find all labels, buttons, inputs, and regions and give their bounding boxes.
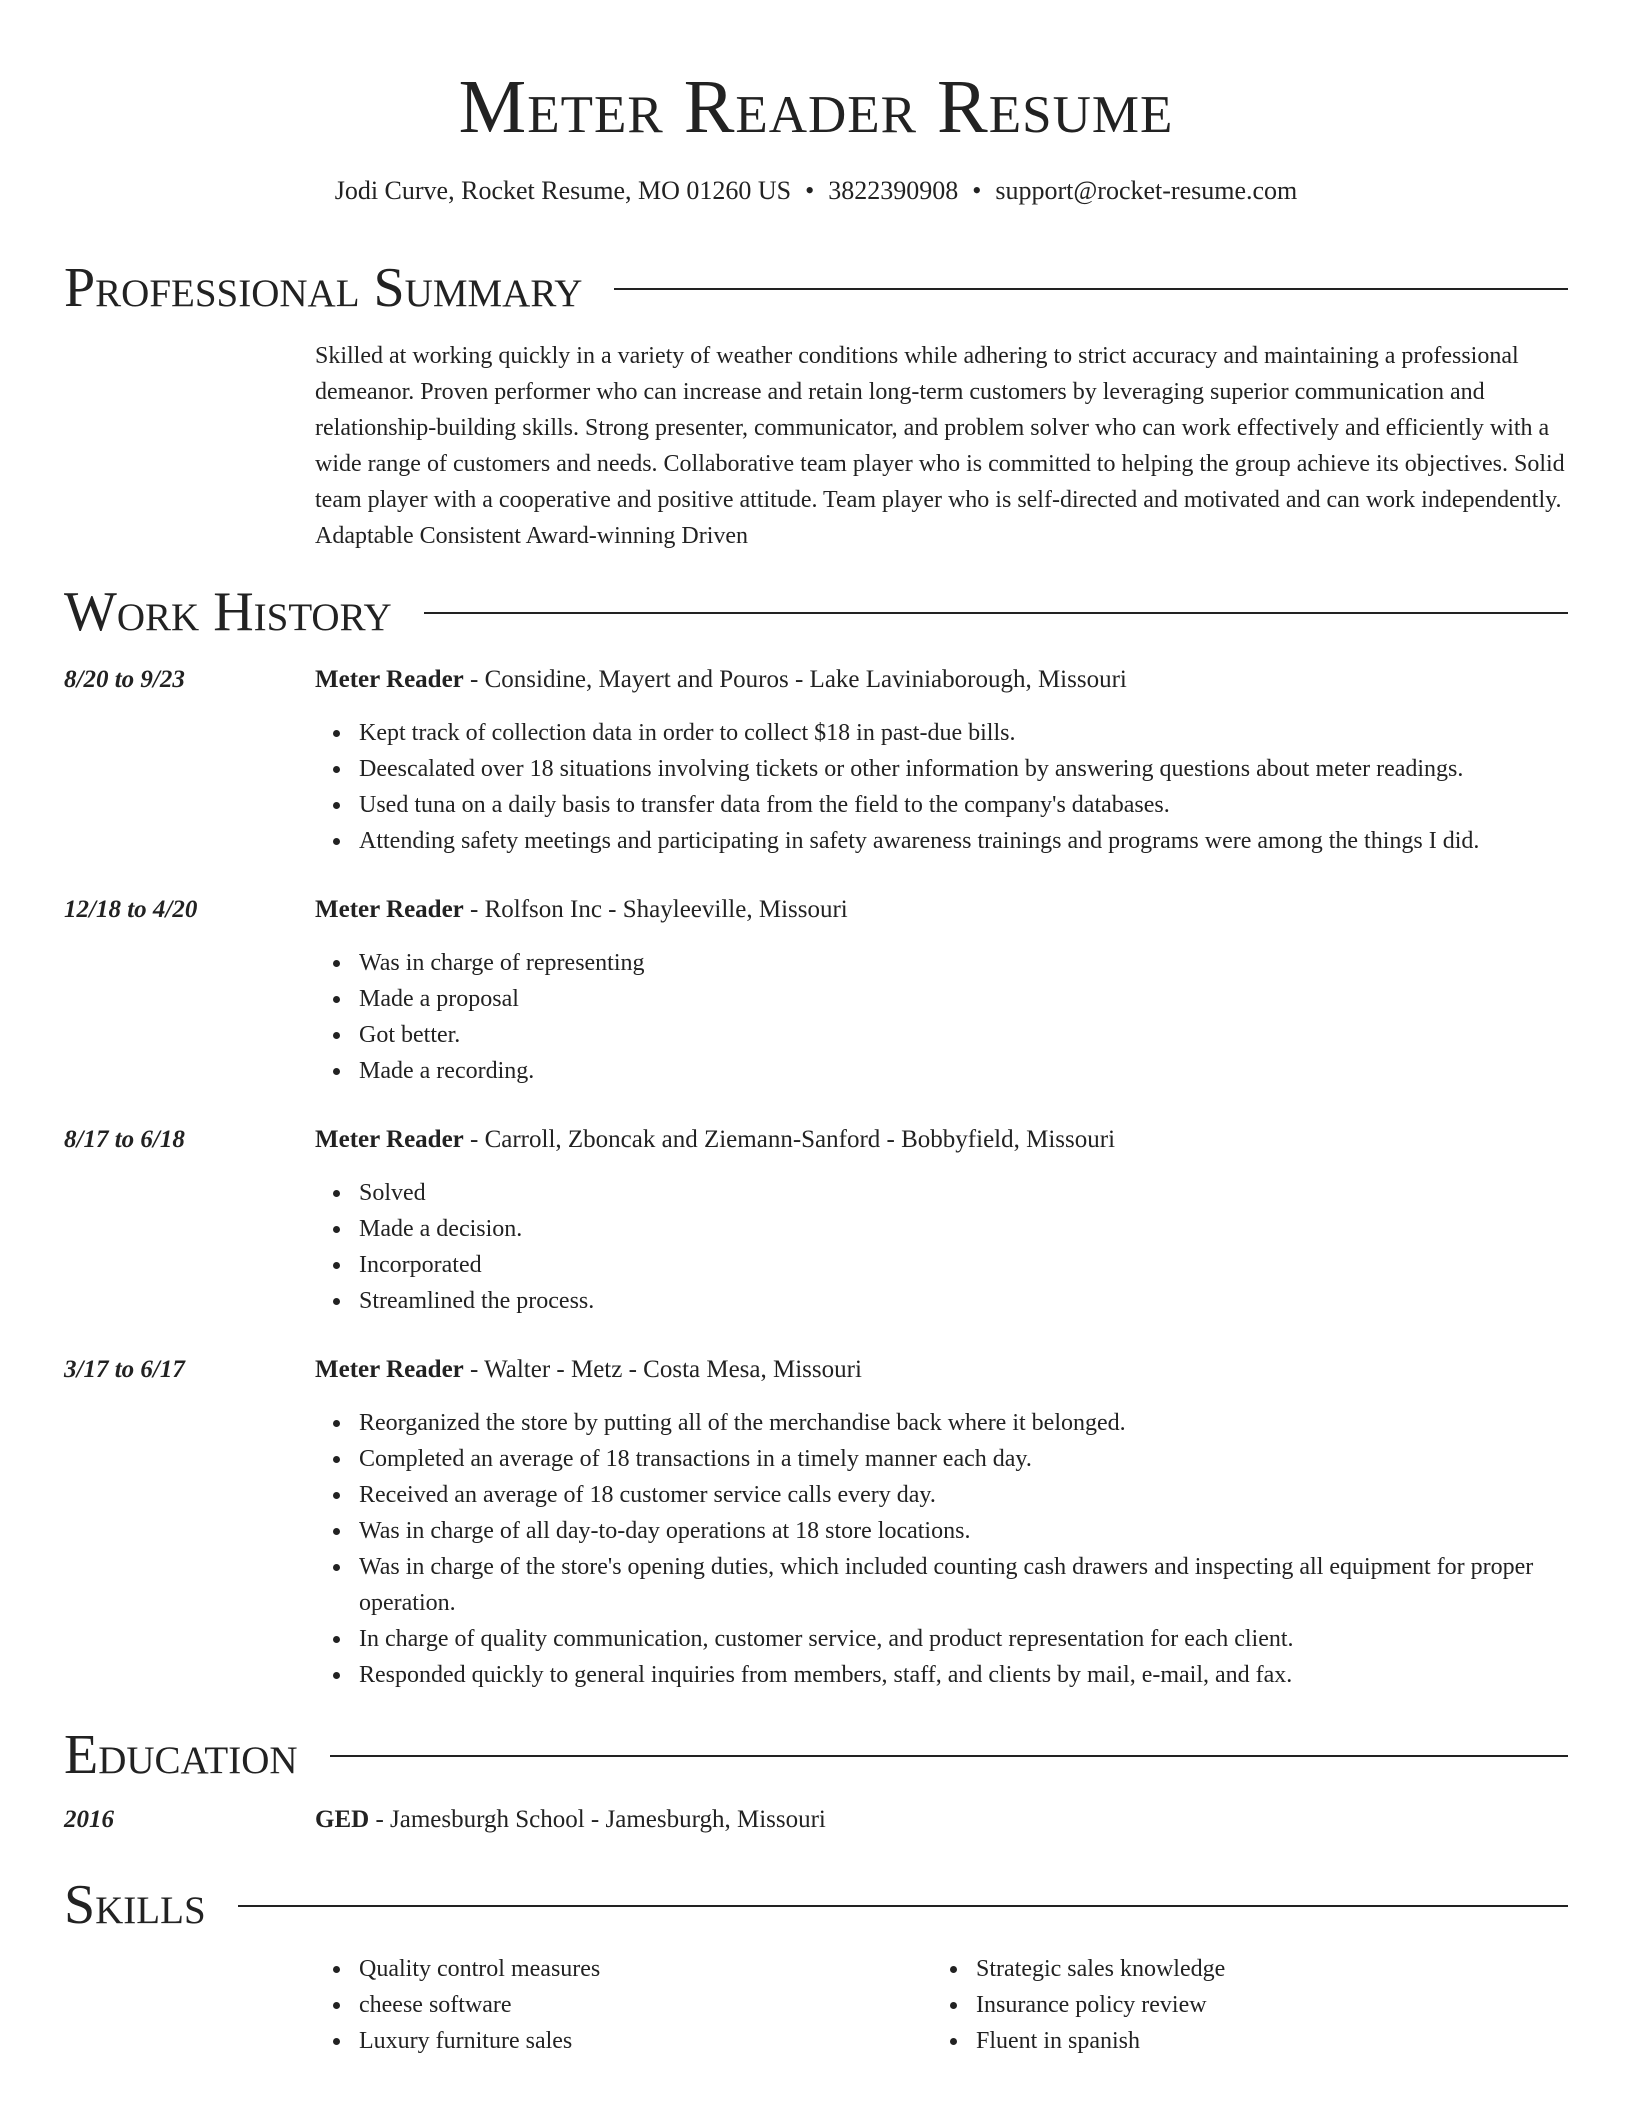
education-header (315, 1803, 826, 1837)
job-title: Meter Reader (315, 1356, 464, 1383)
summary-text: Skilled at working quickly in a variety of weather conditions while adhering to strict accuracy and maintaining a professional demeanor. Proven performer who can increase and retain long-term customers by leveraging superior communication and relationship-building skills. Strong presenter, communicator, and problem solver who can work effectively and efficiently with a wide range of customers and needs. Collaborative team player who is committed to helping the group achieve its objectives. Solid team player with a cooperative and positive attitude. Team player who is self-directed and motivated and can work independently. Adaptable Consistent Award-winning Driven (315, 343, 1565, 549)
education-date: 2016 (64, 1806, 114, 1833)
skill-item: Fluent in spanish (976, 2023, 1566, 2059)
skill-item: Quality control measures (359, 1951, 929, 1987)
job-dates: 12/18 to 4/20 (64, 896, 198, 923)
contact-separator: • (805, 176, 815, 205)
job-bullet: Streamlined the process. (359, 1283, 1612, 1319)
contact-address: Jodi Curve, Rocket Resume, MO 01260 US (334, 176, 792, 205)
job-bullet: In charge of quality communication, customer service, and product representation for each client. (359, 1621, 1612, 1657)
job-dates: 8/17 to 6/18 (64, 1126, 185, 1153)
job-header (315, 1123, 1115, 1157)
contact-line (64, 174, 1568, 208)
job-bullet: Attending safety meetings and participating in safety awareness trainings and programs were among the things I did. (359, 823, 1612, 859)
section-rule (238, 1905, 1568, 1907)
job-bullet: Solved (359, 1175, 1612, 1211)
contact-phone: 3822390908 (828, 176, 959, 205)
job-bullet: Received an average of 18 customer service calls every day. (359, 1477, 1612, 1513)
job-bullets (315, 1405, 1612, 1693)
skill-item: cheese software (359, 1987, 929, 2023)
section-rule (424, 612, 1568, 614)
section-heading: Education (64, 1724, 298, 1786)
section-rule (330, 1755, 1568, 1757)
section-education (64, 1723, 1568, 1787)
skill-item: Luxury furniture sales (359, 2023, 929, 2059)
job-dates: 8/20 to 9/23 (64, 666, 185, 693)
skills-list-left (315, 1951, 929, 2059)
job-bullets (315, 715, 1612, 859)
job-header (315, 1353, 862, 1387)
skill-item: Insurance policy review (976, 1987, 1566, 2023)
skills-list-right (932, 1951, 1566, 2059)
job-bullet: Responded quickly to general inquiries from members, staff, and clients by mail, e-mail, and fax. (359, 1657, 1612, 1693)
job-header (315, 663, 1127, 697)
job-bullets (315, 945, 1612, 1089)
job-details: - Considine, Mayert and Pouros - Lake Laviniaborough, Missouri (463, 666, 1127, 693)
job-bullet: Was in charge of the store's opening duties, which included counting cash drawers and inspecting all equipment for proper operation. (359, 1549, 1612, 1621)
section-heading: Work History (64, 581, 392, 643)
job-details: - Walter - Metz - Costa Mesa, Missouri (463, 1356, 862, 1383)
section-skills (64, 1873, 1568, 1937)
job-bullet: Incorporated (359, 1247, 1612, 1283)
education-details: - Jamesburgh School - Jamesburgh, Missouri (369, 1806, 826, 1833)
section-work-history (64, 580, 1568, 644)
job-bullets (315, 1175, 1612, 1319)
job-bullet: Was in charge of representing (359, 945, 1612, 981)
education-degree: GED (315, 1806, 370, 1833)
job-bullet: Deescalated over 18 situations involving tickets or other information by answering questions about meter readings. (359, 751, 1612, 787)
job-bullet: Used tuna on a daily basis to transfer data from the field to the company's databases. (359, 787, 1612, 823)
section-heading: Skills (64, 1874, 206, 1936)
job-bullet: Completed an average of 18 transactions in a timely manner each day. (359, 1441, 1612, 1477)
job-bullet: Made a proposal (359, 981, 1612, 1017)
job-title: Meter Reader (315, 666, 464, 693)
job-details: - Carroll, Zboncak and Ziemann-Sanford - Bobbyfield, Missouri (463, 1126, 1116, 1153)
job-title: Meter Reader (315, 1126, 464, 1153)
section-heading: Professional Summary (64, 257, 583, 319)
job-title: Meter Reader (315, 896, 464, 923)
job-bullet: Was in charge of all day-to-day operations at 18 store locations. (359, 1513, 1612, 1549)
section-rule (614, 288, 1568, 290)
contact-email: support@rocket-resume.com (995, 176, 1298, 205)
section-professional-summary (64, 256, 1568, 320)
job-details: - Rolfson Inc - Shayleeville, Missouri (463, 896, 848, 923)
skill-item: Strategic sales knowledge (976, 1951, 1566, 1987)
job-dates: 3/17 to 6/17 (64, 1356, 185, 1383)
job-bullet: Got better. (359, 1017, 1612, 1053)
job-bullet: Made a recording. (359, 1053, 1612, 1089)
job-bullet: Reorganized the store by putting all of the merchandise back where it belonged. (359, 1405, 1612, 1441)
job-bullet: Kept track of collection data in order to collect $18 in past-due bills. (359, 715, 1612, 751)
job-header (315, 893, 848, 927)
contact-separator: • (972, 176, 982, 205)
job-bullet: Made a decision. (359, 1211, 1612, 1247)
resume-title: Meter Reader Resume (458, 65, 1174, 149)
